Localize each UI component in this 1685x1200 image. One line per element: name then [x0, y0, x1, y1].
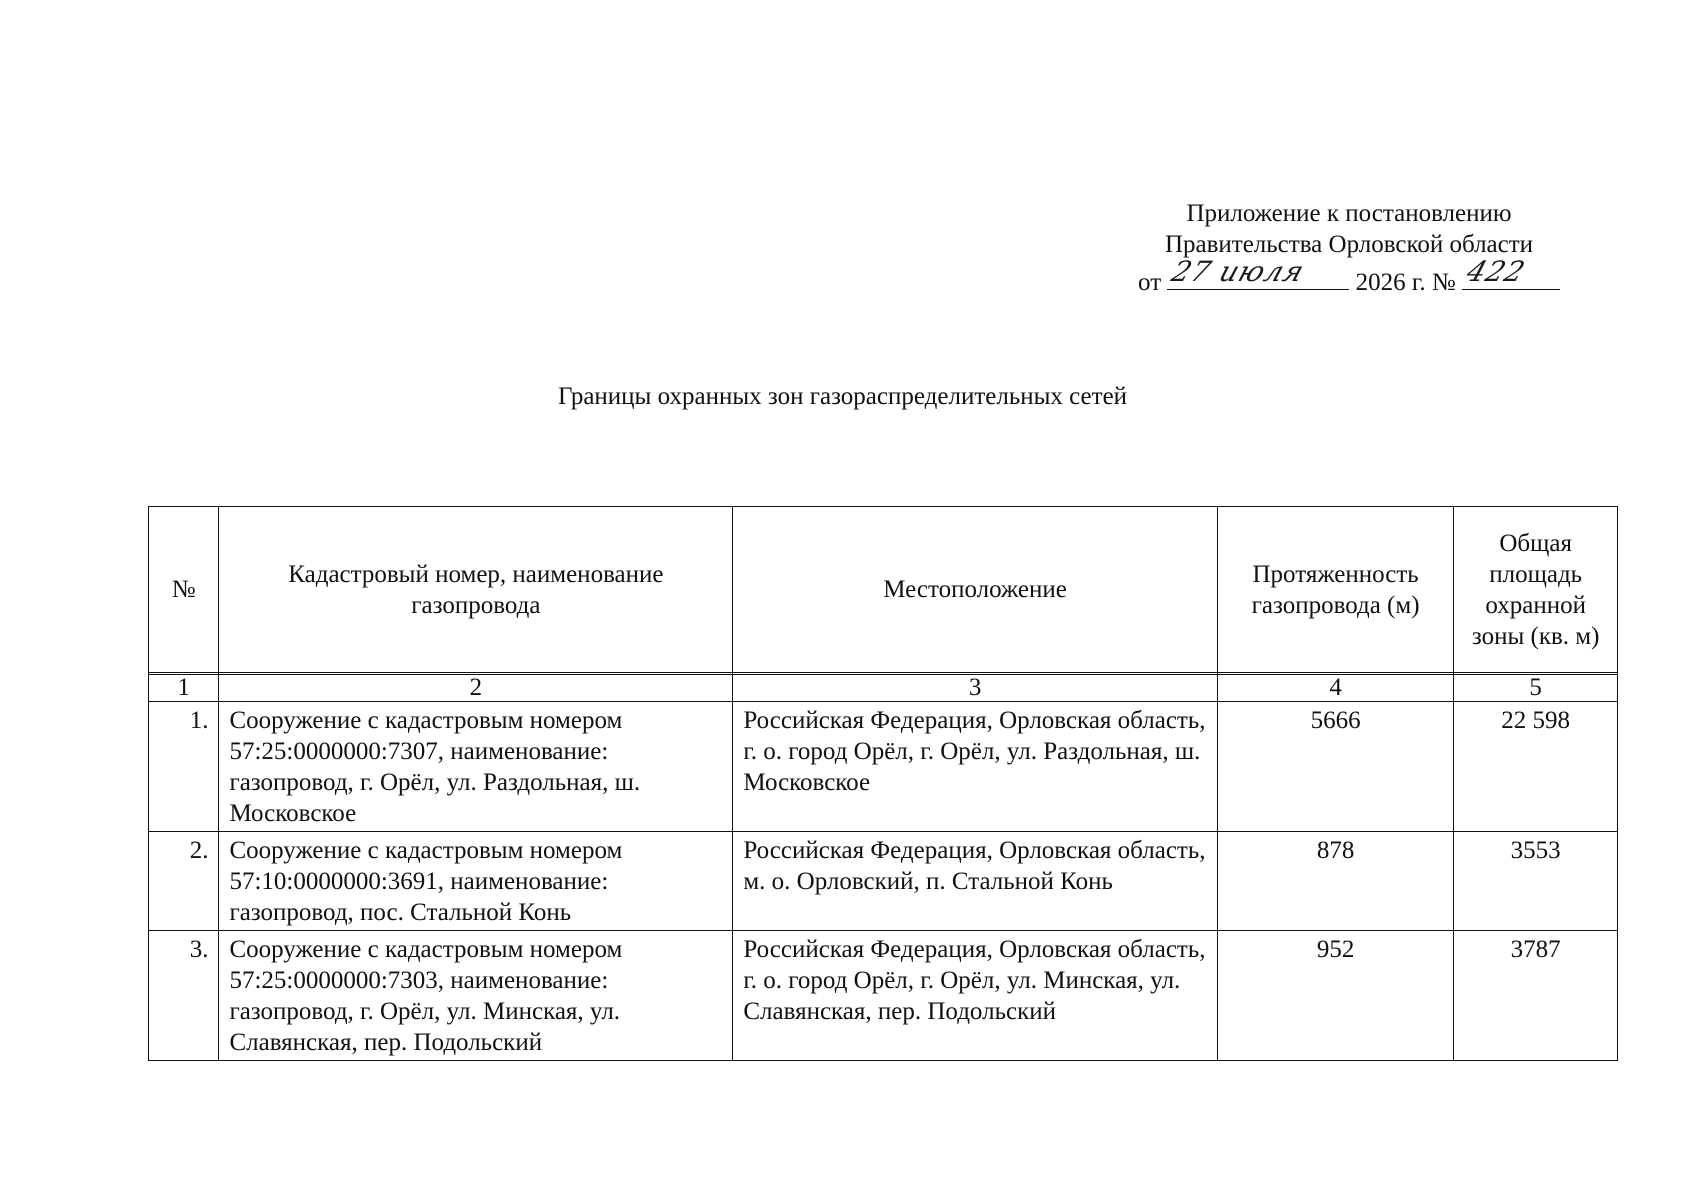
row-location: Российская Федерация, Орловская область, г. о. город Орёл, г. Орёл, ул. Раздольная, ш. Московское — [733, 702, 1217, 832]
table-row — [149, 832, 1618, 931]
column-number: 3 — [733, 675, 1217, 702]
row-number: 2. — [149, 832, 219, 931]
appendix-line-1: Приложение к постановлению — [1186, 200, 1512, 227]
date-prefix: от — [1138, 269, 1162, 296]
row-object: Сооружение с кадастровым номером 57:25:0000000:7303, наименование: газопровод, г. Орёл, ул. Минская, ул. Славянская, пер. Подольский — [219, 931, 733, 1061]
row-location: Российская Федерация, Орловская область, м. о. Орловский, п. Стальной Конь — [733, 832, 1217, 931]
row-length: 952 — [1217, 931, 1454, 1061]
column-number: 5 — [1454, 675, 1618, 702]
row-area: 22 598 — [1454, 702, 1618, 832]
row-area: 3553 — [1454, 832, 1618, 931]
row-length: 878 — [1217, 832, 1454, 931]
column-number: 1 — [149, 675, 219, 702]
row-location: Российская Федерация, Орловская область, г. о. город Орёл, г. Орёл, ул. Минская, ул. Славянская, пер. Подольский — [733, 931, 1217, 1061]
table-header-row — [149, 507, 1618, 673]
header-object: Кадастровый номер, наименование газопровода — [219, 507, 733, 673]
handwritten-date: 27 июля — [1168, 255, 1310, 288]
column-number: 4 — [1217, 675, 1454, 702]
zones-table — [148, 506, 1618, 1061]
column-numbers-row — [149, 675, 1618, 702]
row-object: Сооружение с кадастровым номером 57:10:0000000:3691, наименование: газопровод, пос. Стальной Конь — [219, 832, 733, 931]
row-area: 3787 — [1454, 931, 1618, 1061]
table-row — [149, 702, 1618, 832]
row-object: Сооружение с кадастровым номером 57:25:0000000:7307, наименование: газопровод, г. Орёл, ул. Раздольная, ш. Московское — [219, 702, 733, 832]
date-blank — [1167, 255, 1349, 290]
table-row — [149, 931, 1618, 1061]
row-number: 1. — [149, 702, 219, 832]
row-number: 3. — [149, 931, 219, 1061]
appendix-date-line — [1109, 255, 1589, 298]
year-text: 2026 г. № — [1355, 269, 1456, 296]
header-number: № — [149, 507, 219, 673]
handwritten-number: 422 — [1462, 255, 1530, 288]
header-area: Общая площадь охранной зоны (кв. м) — [1454, 507, 1618, 673]
column-number: 2 — [219, 675, 733, 702]
header-location: Местоположение — [733, 507, 1217, 673]
header-length: Протяженность газопровода (м) — [1217, 507, 1454, 673]
document-title: Границы охранных зон газораспределительных сетей — [557, 383, 1128, 410]
row-length: 5666 — [1217, 702, 1454, 832]
number-blank — [1462, 255, 1560, 290]
appendix-line-2: Правительства Орловской области — [1164, 231, 1534, 258]
appendix-block — [1109, 198, 1589, 298]
